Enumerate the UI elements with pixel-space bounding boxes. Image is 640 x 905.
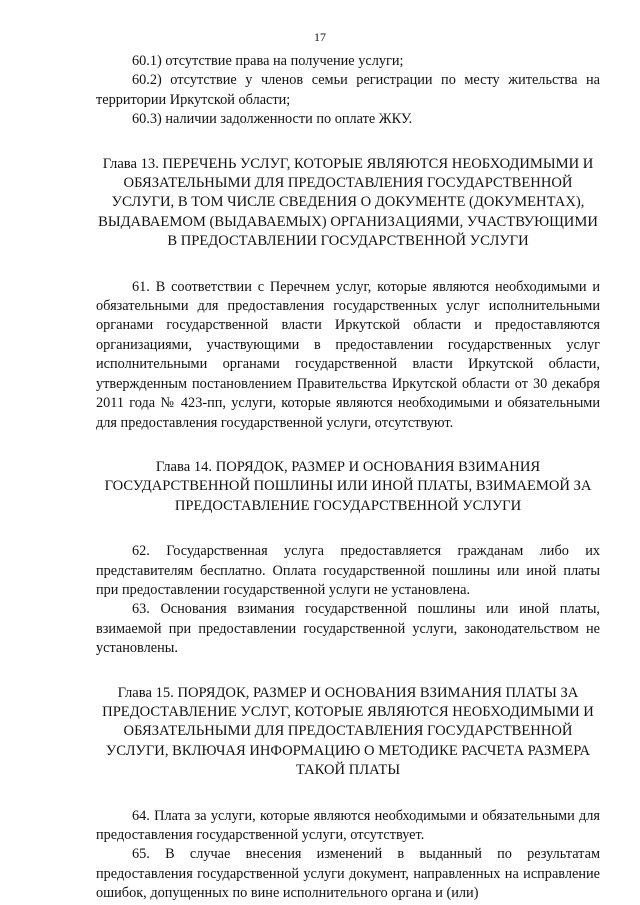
page-number: 17 <box>314 30 326 44</box>
page-body <box>96 52 600 904</box>
chapter-14-heading: Глава 14. ПОРЯДОК, РАЗМЕР И ОСНОВАНИЯ ВЗИМАНИЯ ГОСУДАРСТВЕННОЙ ПОШЛИНЫ ИЛИ ИНОЙ ПЛАТЫ, ВЗИМАЕМОЙ ЗА ПРЕДОСТАВЛЕНИЕ ГОСУДАРСТВЕННОЙ УСЛУГИ <box>104 458 592 514</box>
paragraph-60-3: 60.3) наличии задолженности по оплате ЖКУ. <box>132 111 413 128</box>
paragraph-61: 61. В соответствии с Перечнем услуг, которые являются необходимыми и обязательными для предоставления государственных услуг исполнительными органами государственной власти Иркутской области и предоставляются организациями, участвующими в предоставлении государственных услуг исполнительными органами государственной власти Иркутской области, утвержденным постановлением Правительства Иркутской области от 30 декабря 2011 года № 423-пп, услуги, которые являются необходимыми и обязательными для предоставления государственной услуги, отсутствуют. <box>96 278 600 431</box>
chapter-15-heading: Глава 15. ПОРЯДОК, РАЗМЕР И ОСНОВАНИЯ ВЗИМАНИЯ ПЛАТЫ ЗА ПРЕДОСТАВЛЕНИЕ УСЛУГ, КОТОРЫЕ ЯВЛЯЮТСЯ НЕОБХОДИМЫМИ И ОБЯЗАТЕЛЬНЫМИ ДЛЯ ПРЕДОСТАВЛЕНИЯ ГОСУДАРСТВЕННОЙ УСЛУГИ, ВКЛЮЧАЯ ИНФОРМАЦИЮ О МЕТОДИКЕ РАСЧЕТА РАЗМЕРА ТАКОЙ ПЛАТЫ <box>102 684 594 779</box>
paragraph-65: 65. В случае внесения изменений в выданный по результатам предоставления государственной услуги документ, направленных на исправление ошибок, допущенных по вине исполнительного органа и (или) <box>96 846 600 902</box>
paragraph-60-1: 60.1) отсутствие права на получение услуги; <box>132 53 404 69</box>
paragraph-62: 62. Государственная услуга предоставляется гражданам либо их представителям бесплатно. Оплата государственной пошлины или иной платы при предоставлении государственной услуги не установлена. <box>96 543 600 598</box>
chapter-13-heading: Глава 13. ПЕРЕЧЕНЬ УСЛУГ, КОТОРЫЕ ЯВЛЯЮТСЯ НЕОБХОДИМЫМИ И ОБЯЗАТЕЛЬНЫМИ ДЛЯ ПРЕДОСТАВЛЕНИЯ ГОСУДАРСТВЕННОЙ УСЛУГИ, В ТОМ ЧИСЛЕ СВЕДЕНИЯ О ДОКУМЕНТЕ (ДОКУМЕНТАХ), ВЫДАВАЕМОМ (ВЫДАВАЕМЫХ) ОРГАНИЗАЦИЯМИ, УЧАСТВУЮЩИМИ В ПРЕДОСТАВЛЕНИИ ГОСУДАРСТВЕННОЙ УСЛУГИ <box>98 155 598 250</box>
paragraph-60-2: 60.2) отсутствие у членов семьи регистрации по месту жительства на территории Иркутской области; <box>96 72 600 108</box>
paragraph-64: 64. Плата за услуги, которые являются необходимыми и обязательными для предоставления государственной услуги, отсутствует. <box>96 807 600 843</box>
paragraph-63: 63. Основания взимания государственной пошлины или иной платы, взимаемой при предоставлении государственной услуги, законодательством не установлены. <box>96 601 600 657</box>
